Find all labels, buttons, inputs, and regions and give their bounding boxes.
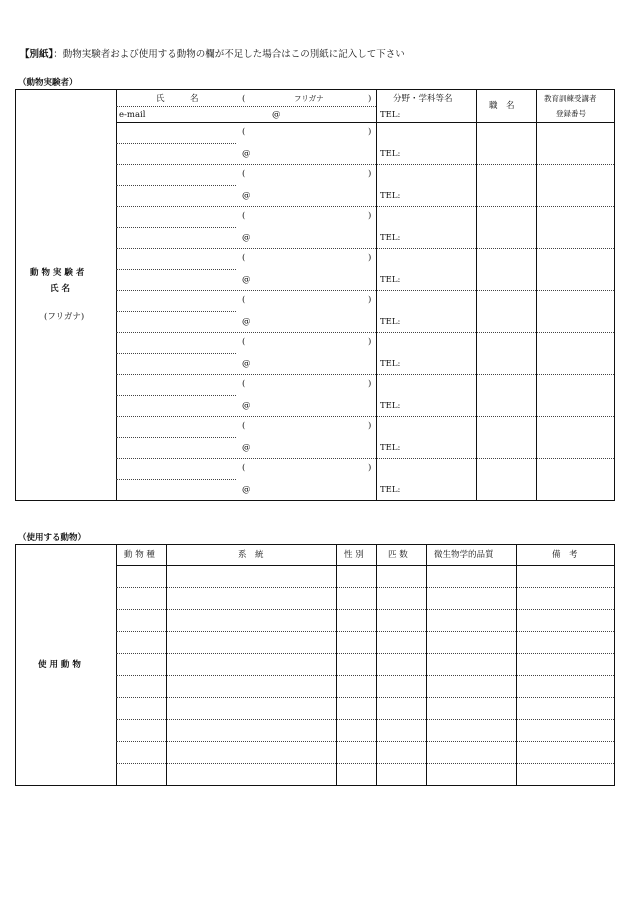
col-divider <box>536 90 537 500</box>
header-microbial-quality: 微生物学的品質 <box>434 550 494 560</box>
entry-tel: TEL: <box>380 317 401 327</box>
name-field-line[interactable] <box>116 311 236 312</box>
header-dotted-line <box>116 106 376 107</box>
header-email: e-mail <box>119 110 146 120</box>
col-divider <box>426 545 427 785</box>
entry-paren-close: ) <box>368 337 372 347</box>
animal-row-divider <box>116 719 614 720</box>
header-field: 分野・学科等名 <box>393 94 453 104</box>
col-divider <box>376 545 377 785</box>
entry-row-divider <box>116 332 614 333</box>
header-sex: 性 別 <box>344 550 364 560</box>
col-divider <box>336 545 337 785</box>
instruction-body: ：動物実験者および使用する動物の欄が不足した場合はこの別紙に記入して下さい <box>53 49 405 60</box>
name-field-line[interactable] <box>116 143 236 144</box>
section-title-animals: （使用する動物） <box>18 533 87 543</box>
entry-paren-close: ) <box>368 421 372 431</box>
entry-row-divider <box>116 416 614 417</box>
entry-row-divider <box>116 458 614 459</box>
col-divider <box>116 545 117 785</box>
entry-row-divider <box>116 206 614 207</box>
entry-paren-open: ( <box>242 337 246 347</box>
entry-email-at: @ <box>242 275 251 285</box>
experimenter-label-3: (フリガナ) <box>44 312 85 322</box>
header-training-1: 教育訓練受講者 <box>544 94 597 103</box>
name-field-line[interactable] <box>116 353 236 354</box>
name-field-line[interactable] <box>116 479 236 480</box>
entry-paren-close: ) <box>368 127 372 137</box>
entry-paren-close: ) <box>368 463 372 473</box>
header-species: 動 物 種 <box>124 550 155 560</box>
entry-row-divider <box>116 374 614 375</box>
col-divider <box>476 90 477 500</box>
entry-tel: TEL: <box>380 485 401 495</box>
header-paren-open: ( <box>242 94 246 104</box>
entry-email-at: @ <box>242 233 251 243</box>
entry-paren-open: ( <box>242 127 246 137</box>
entry-email-at: @ <box>242 149 251 159</box>
entry-tel: TEL: <box>380 149 401 159</box>
animals-label: 使 用 動 物 <box>38 660 81 670</box>
name-field-line[interactable] <box>116 227 236 228</box>
entry-tel: TEL: <box>380 191 401 201</box>
header-name: 氏 名 <box>156 94 199 104</box>
entry-paren-close: ) <box>368 169 372 179</box>
entry-paren-close: ) <box>368 253 372 263</box>
entry-email-at: @ <box>242 191 251 201</box>
entry-paren-open: ( <box>242 295 246 305</box>
entry-paren-open: ( <box>242 463 246 473</box>
name-field-line[interactable] <box>116 185 236 186</box>
entry-email-at: @ <box>242 485 251 495</box>
animal-row-divider <box>116 697 614 698</box>
header-furigana: フリガナ <box>294 94 324 103</box>
header-at: @ <box>272 110 281 120</box>
col-divider <box>376 90 377 500</box>
entry-tel: TEL: <box>380 443 401 453</box>
entry-row-divider <box>116 248 614 249</box>
entry-email-at: @ <box>242 359 251 369</box>
entry-paren-open: ( <box>242 253 246 263</box>
name-field-line[interactable] <box>116 269 236 270</box>
col-divider <box>516 545 517 785</box>
header-remarks: 備 考 <box>552 550 578 560</box>
col-divider <box>166 545 167 785</box>
experimenters-table <box>15 89 615 501</box>
animal-row-divider <box>116 741 614 742</box>
entry-paren-close: ) <box>368 379 372 389</box>
entry-paren-open: ( <box>242 421 246 431</box>
entry-row-divider <box>116 164 614 165</box>
entry-tel: TEL: <box>380 359 401 369</box>
entry-paren-open: ( <box>242 169 246 179</box>
entry-paren-close: ) <box>368 295 372 305</box>
entry-paren-open: ( <box>242 211 246 221</box>
experimenter-label-2: 氏 名 <box>50 284 70 294</box>
entry-paren-close: ) <box>368 211 372 221</box>
appendix-tag: 【別紙】 <box>20 49 54 60</box>
experimenter-label-1: 動 物 実 験 者 <box>30 268 85 278</box>
entry-email-at: @ <box>242 401 251 411</box>
header-position: 職 名 <box>489 101 515 111</box>
entry-email-at: @ <box>242 443 251 453</box>
header-paren-close: ) <box>368 94 372 104</box>
header-bottom-line <box>116 122 614 123</box>
header-bottom-line <box>116 565 614 566</box>
name-field-line[interactable] <box>116 395 236 396</box>
header-training-2: 登録番号 <box>556 109 586 118</box>
animal-row-divider <box>116 631 614 632</box>
animals-table <box>15 544 615 786</box>
section-title-experimenters: （動物実験者） <box>18 78 78 88</box>
header-count: 匹 数 <box>388 550 408 560</box>
animal-row-divider <box>116 675 614 676</box>
entry-tel: TEL: <box>380 401 401 411</box>
entry-paren-open: ( <box>242 379 246 389</box>
entry-tel: TEL: <box>380 275 401 285</box>
instruction-text <box>20 46 405 60</box>
col-divider <box>116 90 117 500</box>
name-field-line[interactable] <box>116 437 236 438</box>
animal-row-divider <box>116 609 614 610</box>
header-strain: 系 統 <box>238 550 264 560</box>
entry-tel: TEL: <box>380 233 401 243</box>
entry-email-at: @ <box>242 317 251 327</box>
entry-row-divider <box>116 290 614 291</box>
animal-row-divider <box>116 653 614 654</box>
animal-row-divider <box>116 763 614 764</box>
animal-row-divider <box>116 587 614 588</box>
header-tel: TEL: <box>380 110 401 120</box>
